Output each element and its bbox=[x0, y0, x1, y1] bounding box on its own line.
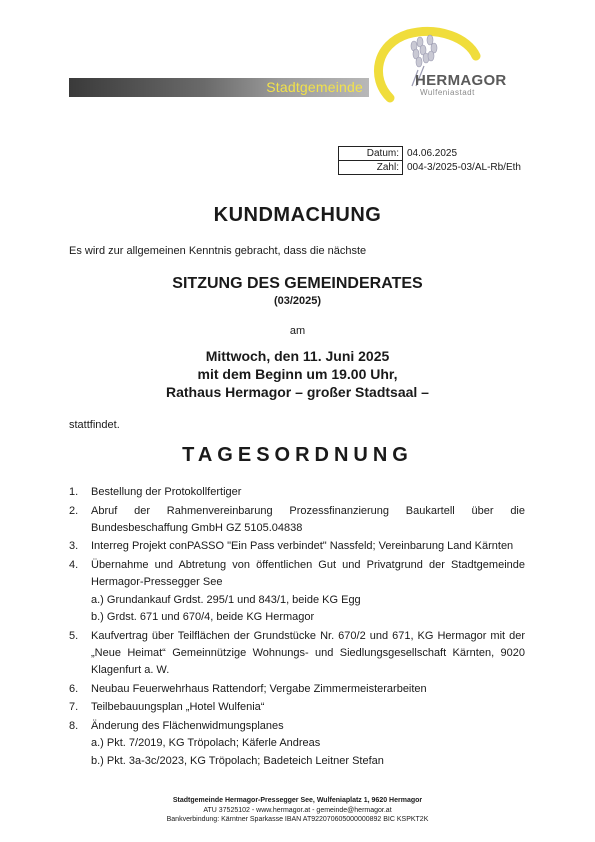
agenda-list bbox=[69, 484, 525, 771]
agenda-subitem: b.) Grdst. 671 und 670/4, beide KG Hermagor bbox=[91, 610, 315, 623]
agenda-item-text: Bestellung der Protokollfertiger bbox=[91, 486, 242, 498]
session-title: SITZUNG DES GEMEINDERATES bbox=[172, 275, 423, 292]
agenda-item-text: Abruf der Rahmenvereinbarung Prozessfinanzierung Baukartell über die Bundesbeschaffung GmbH GZ 5105.04838 bbox=[91, 504, 525, 534]
reference-value: 004-3/2025-03/AL-Rb/Eth bbox=[407, 162, 521, 173]
session-time: mit dem Beginn um 19.00 Uhr, bbox=[197, 366, 398, 382]
agenda-item bbox=[69, 699, 525, 716]
reference-label: Zahl: bbox=[339, 161, 403, 175]
footer-bank: Bankverbindung: Kärntner Sparkasse IBAN AT922070605000000892 BIC KSPKT2K bbox=[166, 816, 429, 823]
session-place: Rathaus Hermagor – großer Stadtsaal – bbox=[166, 384, 429, 400]
agenda-item bbox=[69, 628, 525, 680]
agenda-item-text: Übernahme und Abtretung von öffentlichen Gut und Privatgrund der Stadtgemeinde Hermagor-Pressegger See bbox=[91, 559, 525, 589]
document-meta bbox=[338, 146, 521, 175]
agenda-item-text: Interreg Projekt conPASSO "Ein Pass verbindet" Nassfeld; Vereinbarung Land Kärnten bbox=[91, 540, 514, 553]
agenda-item bbox=[69, 538, 525, 555]
agenda-item-number: 1. bbox=[69, 486, 79, 498]
agenda-item-number: 3. bbox=[69, 540, 79, 553]
footer-contact: ATU 37525102 - www.hermagor.at - gemeinde@hermagor.at bbox=[203, 806, 392, 814]
date-value: 04.06.2025 bbox=[407, 148, 458, 159]
agenda-title: TAGESORDNUNG bbox=[182, 444, 413, 466]
agenda-item bbox=[69, 503, 525, 538]
footer-address: Stadtgemeinde Hermagor-Pressegger See, Wulfeniaplatz 1, 9620 Hermagor bbox=[172, 797, 423, 804]
stattfindet-text: stattfindet. bbox=[69, 419, 120, 431]
session-number: (03/2025) bbox=[273, 295, 322, 307]
agenda-item-text: Teilbebauungsplan „Hotel Wulfenia“ bbox=[91, 701, 265, 714]
banner-text: Stadtgemeinde bbox=[266, 79, 363, 95]
agenda-item bbox=[69, 484, 525, 501]
agenda-item bbox=[69, 557, 525, 626]
agenda-item-text: Kaufvertrag über Teilflächen der Grundstücke Nr. 670/2 und 671, KG Hermagor mit der „Neue Heimat“ Gemeinnützige Wohnungs- und Siedlungsgesellschaft Kärnten, 9020 Klagenfurt a. W. bbox=[91, 629, 525, 677]
agenda-item-number: 7. bbox=[69, 701, 79, 714]
agenda-subitem: b.) Pkt. 3a-3c/2023, KG Tröpolach; Badeteich Leitner Stefan bbox=[91, 754, 384, 767]
session-details bbox=[0, 347, 595, 401]
agenda-item-text: Änderung des Flächenwidmungsplanes bbox=[91, 719, 284, 732]
session-date: Mittwoch, den 11. Juni 2025 bbox=[205, 348, 390, 364]
intro-text: Es wird zur allgemeinen Kenntnis gebracht, dass die nächste bbox=[69, 245, 367, 257]
agenda-item-number: 5. bbox=[69, 629, 79, 642]
brand-name: HERMAGOR bbox=[415, 72, 507, 89]
page-title: KUNDMACHUNG bbox=[213, 204, 382, 226]
agenda-item-number: 4. bbox=[69, 559, 79, 572]
agenda-item-text: Neubau Feuerwehrhaus Rattendorf; Vergabe Zimmermeisterarbeiten bbox=[91, 682, 427, 695]
header-banner bbox=[69, 78, 369, 97]
agenda-item-number: 6. bbox=[69, 682, 79, 695]
agenda-item-number: 2. bbox=[69, 504, 79, 517]
session-am: am bbox=[289, 325, 306, 337]
agenda-item-number: 8. bbox=[69, 719, 79, 732]
footer bbox=[0, 796, 595, 825]
brand-subtitle: Wulfeniastadt bbox=[420, 88, 475, 97]
agenda-item bbox=[69, 681, 525, 698]
date-label: Datum: bbox=[339, 147, 403, 161]
agenda-subitem: a.) Pkt. 7/2019, KG Tröpolach; Käferle Andreas bbox=[91, 737, 321, 750]
agenda-subitem: a.) Grundankauf Grdst. 295/1 und 843/1, beide KG Egg bbox=[91, 593, 361, 606]
agenda-item bbox=[69, 718, 525, 770]
